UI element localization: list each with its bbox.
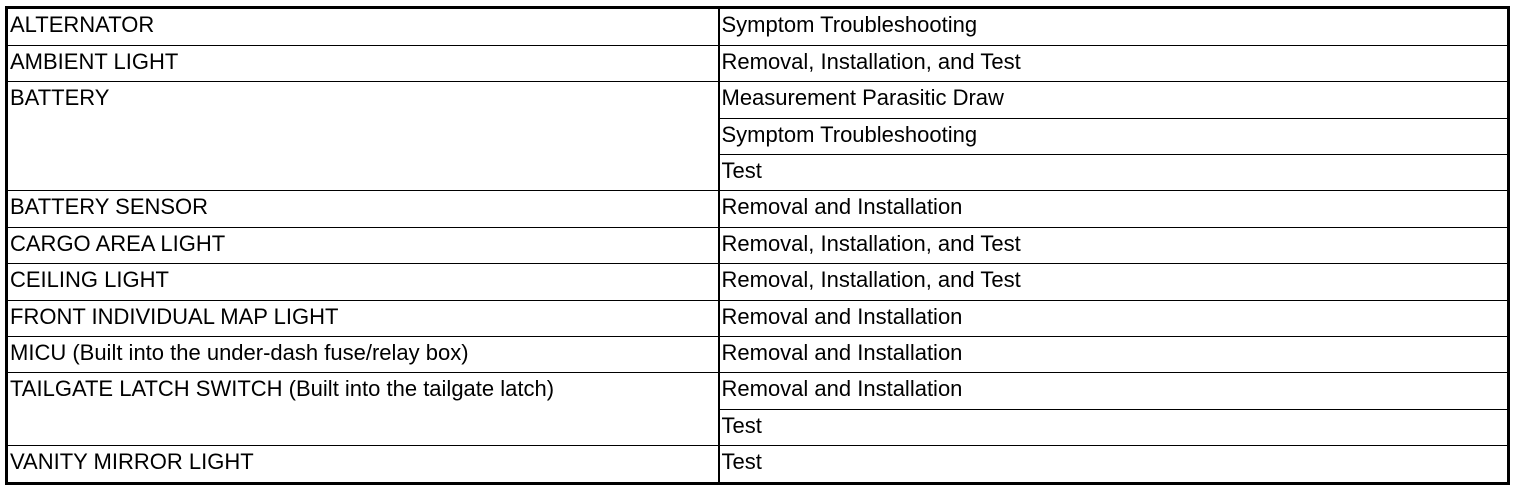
procedure-name: Test: [721, 157, 762, 183]
table-row: [7, 45, 1509, 81]
procedure-name: Removal and Installation: [721, 340, 963, 366]
component-name: BATTERY: [10, 85, 110, 111]
table-row: [7, 446, 1509, 484]
table-row: [7, 300, 1509, 336]
component-cell: [7, 45, 719, 81]
component-cell: [7, 227, 719, 263]
procedure-cell: [719, 227, 1509, 263]
procedure-name: Symptom Troubleshooting: [721, 12, 978, 37]
component-name: AMBIENT LIGHT: [10, 48, 179, 74]
component-name: CEILING LIGHT: [10, 267, 169, 293]
table-row: [7, 191, 1509, 227]
procedure-cell: [719, 409, 1509, 445]
procedure-name: Test: [721, 412, 762, 438]
component-index-table: [5, 6, 1510, 485]
procedure-name: Removal, Installation, and Test: [721, 230, 1021, 256]
procedure-cell: [719, 191, 1509, 227]
procedure-cell: [719, 300, 1509, 336]
component-name: ALTERNATOR: [10, 12, 155, 37]
component-cell: [7, 264, 719, 300]
component-index-body: [7, 8, 1509, 484]
procedure-cell: [719, 264, 1509, 300]
component-name: FRONT INDIVIDUAL MAP LIGHT: [10, 303, 339, 329]
table-row: [7, 264, 1509, 300]
component-cell: [7, 337, 719, 373]
procedure-name: Removal, Installation, and Test: [721, 267, 1021, 293]
component-cell: [7, 446, 719, 484]
component-cell: [7, 373, 719, 446]
component-cell: [7, 191, 719, 227]
procedure-cell: [719, 373, 1509, 409]
procedure-name: Removal and Installation: [721, 194, 963, 220]
table-row: [7, 373, 1509, 409]
procedure-cell: [719, 8, 1509, 46]
procedure-name: Test: [721, 449, 762, 475]
procedure-name: Removal and Installation: [721, 376, 963, 402]
component-name: BATTERY SENSOR: [10, 194, 209, 220]
table-row: [7, 8, 1509, 46]
procedure-cell: [719, 45, 1509, 81]
procedure-cell: [719, 82, 1509, 118]
component-cell: [7, 300, 719, 336]
table-row: [7, 82, 1509, 118]
procedure-name: Removal, Installation, and Test: [721, 48, 1021, 74]
table-row: [7, 227, 1509, 263]
component-name: VANITY MIRROR LIGHT: [10, 449, 254, 475]
component-cell: [7, 8, 719, 46]
procedure-cell: [719, 154, 1509, 190]
table-row: [7, 337, 1509, 373]
component-cell: [7, 82, 719, 191]
procedure-name: Symptom Troubleshooting: [721, 121, 978, 147]
component-name: MICU (Built into the under-dash fuse/relay box): [10, 340, 469, 366]
procedure-cell: [719, 118, 1509, 154]
procedure-name: Removal and Installation: [721, 303, 963, 329]
procedure-cell: [719, 446, 1509, 484]
procedure-name: Measurement Parasitic Draw: [721, 85, 1004, 111]
component-name: TAILGATE LATCH SWITCH (Built into the tailgate latch): [10, 376, 555, 402]
procedure-cell: [719, 337, 1509, 373]
component-name: CARGO AREA LIGHT: [10, 230, 226, 256]
